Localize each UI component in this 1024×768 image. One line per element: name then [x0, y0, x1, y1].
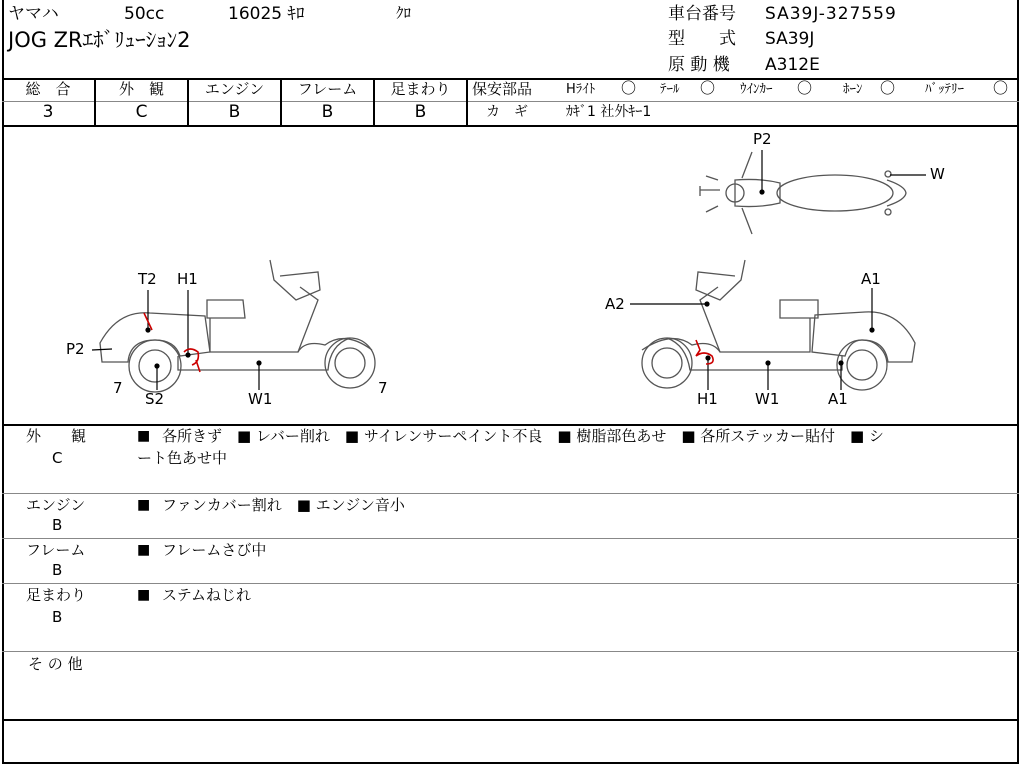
safety-item-label: Hﾗｲﾄ: [566, 82, 596, 97]
diagram-label-7b: 7: [378, 379, 388, 397]
note-bullet: ■: [137, 542, 151, 558]
rule: [2, 651, 1019, 652]
note-bullet: ■: [137, 428, 151, 444]
rule: [2, 424, 1019, 426]
safety-item-label: ﾃｰﾙ: [660, 82, 680, 97]
safety-item-label: ｳｲﾝｶｰ: [740, 82, 773, 97]
key-label: カ ギ: [486, 104, 528, 120]
type-label: 型 式: [668, 29, 736, 49]
safety-item-label: ﾊﾞｯﾃﾘｰ: [925, 82, 964, 97]
safety-item-label: ﾎｰﾝ: [843, 82, 863, 97]
frame-no: SA39J-327559: [765, 4, 897, 24]
note-grade-exterior: C: [52, 449, 63, 467]
diagram-label-h1-right: H1: [697, 390, 718, 408]
note-text-exterior: 各所きず ■ レバー削れ ■ サイレンサーペイント不良 ■ 樹脂部色あせ ■ 各所ステッカー貼付 ■ シ: [162, 427, 884, 445]
safety-item-mark: 〇: [797, 79, 813, 97]
damage-mark: [184, 349, 200, 372]
leader-dot: [257, 361, 261, 365]
grade-frame-label: フレーム: [297, 80, 358, 98]
key-value: ｶｷﾞ1 社外ｷｰ1: [566, 104, 652, 120]
diagram-label-w: W: [930, 165, 945, 183]
diagram-label-s2: S2: [145, 390, 165, 408]
note-bullet: ■: [137, 587, 151, 603]
note-label-engine: エンジン: [26, 496, 86, 514]
note-bullet: ■: [137, 497, 151, 513]
maker: ヤマハ: [8, 4, 59, 24]
note-label-exterior: 外 観: [26, 427, 87, 445]
rule: [2, 538, 1019, 539]
safety-item-mark: 〇: [880, 79, 896, 97]
grade-exterior-label: 外 観: [118, 80, 164, 98]
diagram-label-7a: 7: [113, 379, 123, 397]
diagram-label-h1-left: H1: [177, 270, 198, 288]
safety-item-mark: 〇: [621, 79, 637, 97]
leader-dot: [766, 361, 770, 365]
engine-label: 原 動 機: [668, 55, 730, 75]
rule: [2, 493, 1019, 494]
scooter-top-view: [700, 152, 906, 234]
grade-frame: B: [321, 102, 334, 122]
mileage: 16025 ｷﾛ: [228, 4, 305, 24]
note-label-suspension: 足まわり: [26, 586, 87, 604]
safety-item-mark: 〇: [993, 79, 1009, 97]
diagram-label-w1-right: W1: [755, 390, 780, 408]
safety-item-mark: 〇: [700, 79, 716, 97]
grade-overall-label: 総 合: [25, 80, 71, 98]
grade-engine-label: エンジン: [204, 80, 265, 98]
grade-exterior: C: [135, 102, 148, 122]
diagram-label-a2: A2: [605, 295, 625, 313]
leader-dot: [706, 356, 710, 360]
diagram-label-p2-top: P2: [753, 130, 772, 148]
grade-overall: 3: [42, 102, 54, 122]
leader-dot: [146, 328, 150, 332]
diagram-label-a1-bottom: A1: [828, 390, 848, 408]
note-grade-engine: B: [52, 516, 63, 534]
note-label-frame: フレーム: [26, 541, 86, 559]
note-text-frame: フレームさび中: [162, 541, 267, 559]
note-text-suspension: ステムねじれ: [162, 586, 251, 604]
other-label: そ の 他: [28, 655, 83, 673]
safety-label: 保安部品: [472, 80, 533, 98]
leader-dot: [155, 364, 159, 368]
note-grade-suspension: B: [52, 608, 63, 626]
note-text-engine: ファンカバー割れ ■ エンジン音小: [162, 496, 405, 514]
model-name: JOG ZRｴﾎﾞﾘｭｰｼｮﾝ2: [8, 28, 191, 52]
leader-dot: [839, 361, 843, 365]
type-value: SA39J: [765, 29, 815, 49]
leader-dot: [186, 353, 190, 357]
rule: [2, 719, 1019, 721]
rule: [2, 583, 1019, 584]
engine-value: A312E: [765, 55, 820, 75]
frame-no-label: 車台番号: [668, 4, 736, 24]
note-text-exterior-cont: ート色あせ中: [137, 449, 228, 467]
leader-dot: [870, 328, 874, 332]
grade-engine: B: [228, 102, 241, 122]
diagram-label-w1-left: W1: [248, 390, 273, 408]
note-grade-frame: B: [52, 561, 63, 579]
grade-suspension: B: [414, 102, 427, 122]
grade-suspension-label: 足まわり: [390, 80, 451, 98]
diagram-label-p2-left: P2: [66, 340, 85, 358]
displacement: 50cc: [124, 4, 165, 24]
leader-dot: [705, 302, 709, 306]
leader-dot: [760, 190, 764, 194]
body-color: ｸﾛ: [396, 4, 412, 22]
diagram-label-t2: T2: [138, 270, 157, 288]
diagram-label-a1-top: A1: [861, 270, 881, 288]
leader-line: [92, 349, 112, 350]
